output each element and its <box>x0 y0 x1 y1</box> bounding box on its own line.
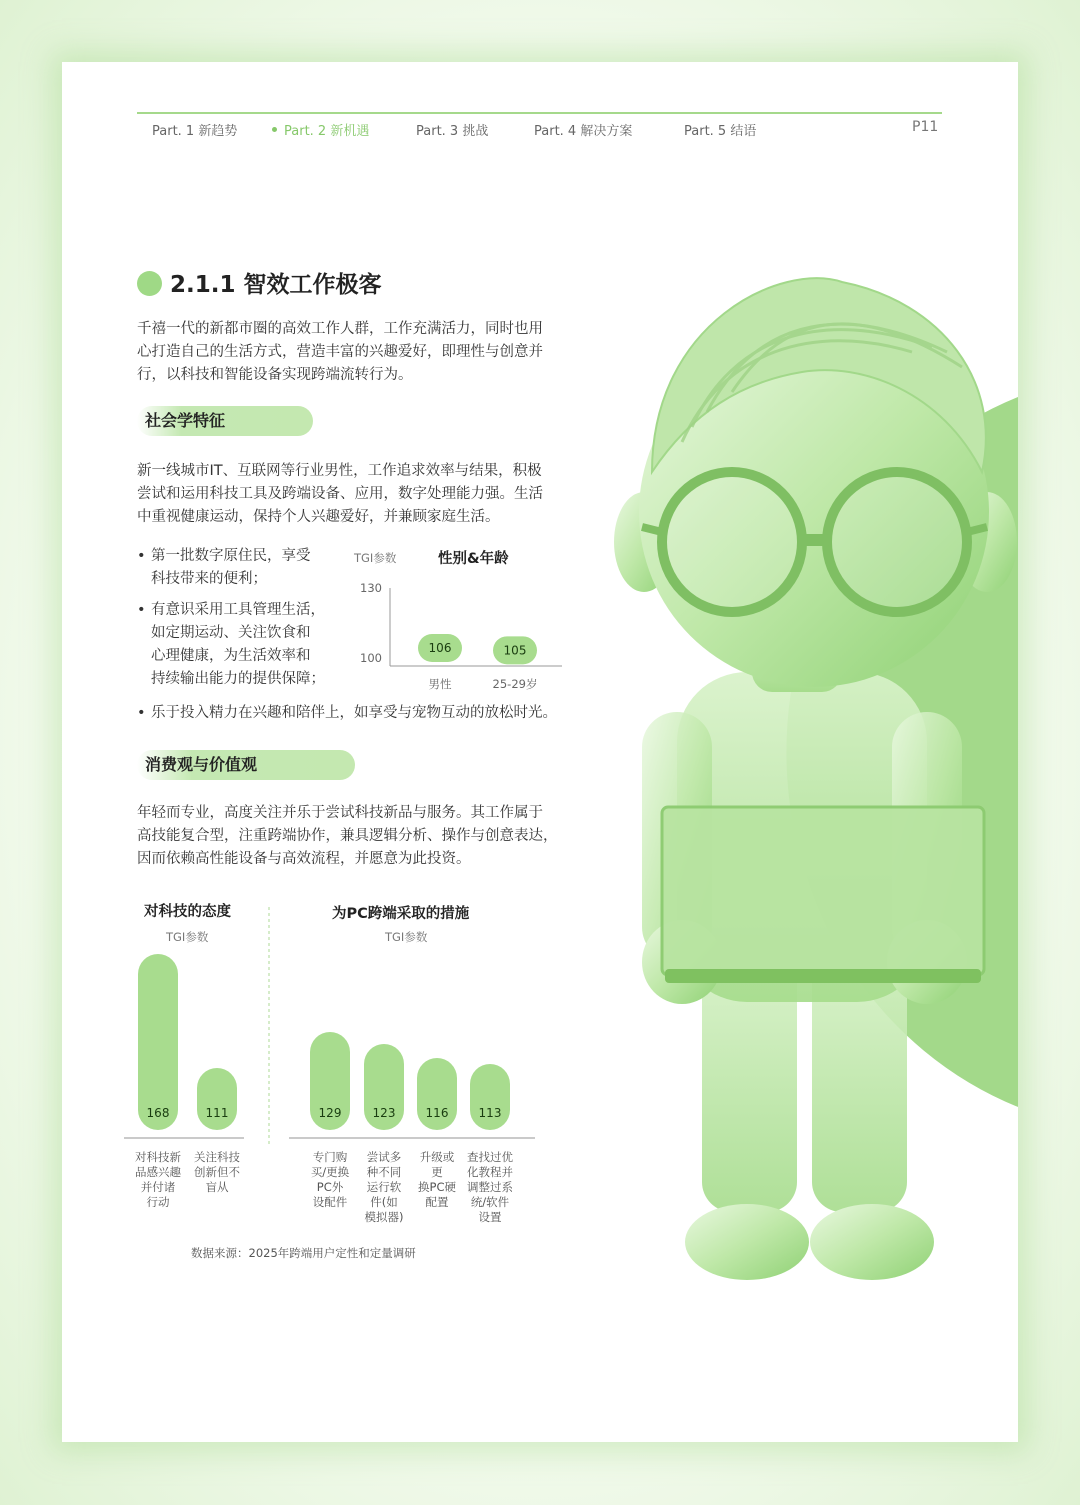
category-label: 专门购 买/更换 PC外 设配件 <box>310 1150 350 1209</box>
nav-part-4[interactable]: Part. 4 解决方案 <box>534 124 633 139</box>
chart2-title: 对科技的态度 <box>144 904 231 920</box>
figure-shoe-right <box>810 1204 934 1280</box>
category-label: 升级或 更 换PC硬 配置 <box>418 1150 456 1209</box>
nav-part-5[interactable]: Part. 5 结语 <box>684 124 757 139</box>
bar-value-label: 123 <box>372 1106 396 1120</box>
chart-pc-measures <box>287 942 537 1142</box>
data-source: 数据来源：2025年跨端用户定性和定量调研 <box>191 1246 416 1260</box>
category-label: 尝试多 种不同 运行软 件(如 模拟器) <box>364 1150 404 1224</box>
social-paragraph: 新一线城市IT、互联网等行业男性，工作追求效率与结果，积极 尝试和运用科技工具及跨端设备、应用，数字处理能力强。生活 中重视健康运动，保持个人兴趣爱好，并兼顾家庭生活。 <box>137 463 543 525</box>
bar <box>197 1068 237 1130</box>
bar <box>138 954 178 1130</box>
header-divider <box>137 112 942 114</box>
bar-value-label: 116 <box>425 1106 449 1120</box>
chart2-ylabel: TGI参数 <box>166 930 209 944</box>
chart1-ytick: 100 <box>360 651 382 665</box>
chart1-category-label: 男性 <box>428 677 452 691</box>
bar-value-label: 168 <box>146 1106 170 1120</box>
chart1-ytick: 130 <box>360 581 382 595</box>
chart1-value-label: 106 <box>428 641 452 655</box>
heading-consumption: 消费观与价值观 <box>137 750 355 780</box>
category-label: 查找过优 化教程并 调整过系 统/软件 设置 <box>467 1150 513 1224</box>
chart1-ylabel: TGI参数 <box>354 551 397 565</box>
glasses-bridge <box>797 534 832 546</box>
chart3-title: 为PC跨端采取的措施 <box>332 906 470 922</box>
bar-value-label: 113 <box>478 1106 502 1120</box>
figure-shoe-left <box>685 1204 809 1280</box>
chart-divider <box>267 907 271 1147</box>
nav-part-2[interactable]: Part. 2 新机遇 <box>272 120 369 139</box>
person-with-laptop-illustration <box>582 242 1018 1322</box>
page-number: P11 <box>912 119 939 135</box>
category-label: 关注科技 创新但不 盲从 <box>194 1150 240 1194</box>
chart-tech-attitude <box>122 942 252 1142</box>
nav-part-3[interactable]: Part. 3 挑战 <box>416 124 489 139</box>
category-label: 对科技新 品感兴趣 并付诸 行动 <box>135 1150 181 1209</box>
chart1-category-label: 25-29岁 <box>492 677 538 691</box>
section-title: 2.1.1 智效工作极客 <box>170 272 382 298</box>
report-page: Part. 1 新趋势 Part. 2 新机遇 Part. 3 挑战 Part. 4 解决方案 Part. 5 结语 P11 2.1.1 智效工作极客 千禧一代的新都市圈的高效工作人群，工作充满活力，同时也用 心打造自己的生活方式，营造丰富的兴趣爱好，即理性与创意并 行，以科技和智能设备实现跨端流转行为。 社会学特征 新一线城市IT、互联网等行业男性，工作追求效率与结果，积极 尝试和运用科技工具及跨端设备、应用，数字处理能力强。生活 中重视健康运动，保持个人兴趣爱好，并兼顾家庭生活。 • 第一批数字原住民，享受 科技带来的便利； • 有意识采用工具管理生活， 如定期运动、关注饮食和 心理健康，为生活效率和 持续输出能力的提供保障； • 乐于投入精力在兴趣和陪伴上，如享受与宠物互动的放松时光。 TGI参数 性别&年龄 100 130 106 男性 105 25-29岁 消费观与价值观 年轻而专业，高度关注并乐于尝试科技新品与服务。其工作属于 高技能复合型，注重跨端协作，兼具逻辑分析、操作与创意表达， 因而依赖高性能设备与高效流程，并愿意为此投资。 对科技的态度 TGI参数 168 111 对科技新 品感兴趣 并付诸 行动 关注科技 创新但不 盲从 为PC跨端采取的措施 TGI参数 129 123 116 113 专门购 买/更换 PC外 设配件 尝试多 种不同 运行软 件(如 模拟器) 升级或 更 换PC硬 配置 查找过优 化教程并 调整过系 统/软件 设置 数据来源：2025年跨端用户定性和定量调研 <box>62 62 1018 1442</box>
laptop-screen <box>662 807 984 975</box>
laptop-base <box>665 969 981 983</box>
glasses-lens-left <box>662 472 802 612</box>
glasses-lens-right <box>827 472 967 612</box>
chart3-ylabel: TGI参数 <box>385 930 428 944</box>
consumption-paragraph: 年轻而专业，高度关注并乐于尝试科技新品与服务。其工作属于 高技能复合型，注重跨端协作，兼具逻辑分析、操作与创意表达， 因而依赖高性能设备与高效流程，并愿意为此投资。 <box>137 805 558 867</box>
title-dot <box>137 271 162 296</box>
chart1-value-label: 105 <box>503 643 527 658</box>
intro-paragraph: 千禧一代的新都市圈的高效工作人群，工作充满活力，同时也用 心打造自己的生活方式，营造丰富的兴趣爱好，即理性与创意并 行，以科技和智能设备实现跨端流转行为。 <box>137 321 543 383</box>
bar-value-label: 111 <box>205 1106 229 1120</box>
heading-social: 社会学特征 <box>137 406 313 436</box>
nav-part-1[interactable]: Part. 1 新趋势 <box>152 124 238 139</box>
chart-gender-age <box>347 580 577 695</box>
bar <box>470 1064 510 1130</box>
bar-value-label: 129 <box>318 1106 342 1120</box>
chart1-title: 性别&年龄 <box>438 551 509 567</box>
